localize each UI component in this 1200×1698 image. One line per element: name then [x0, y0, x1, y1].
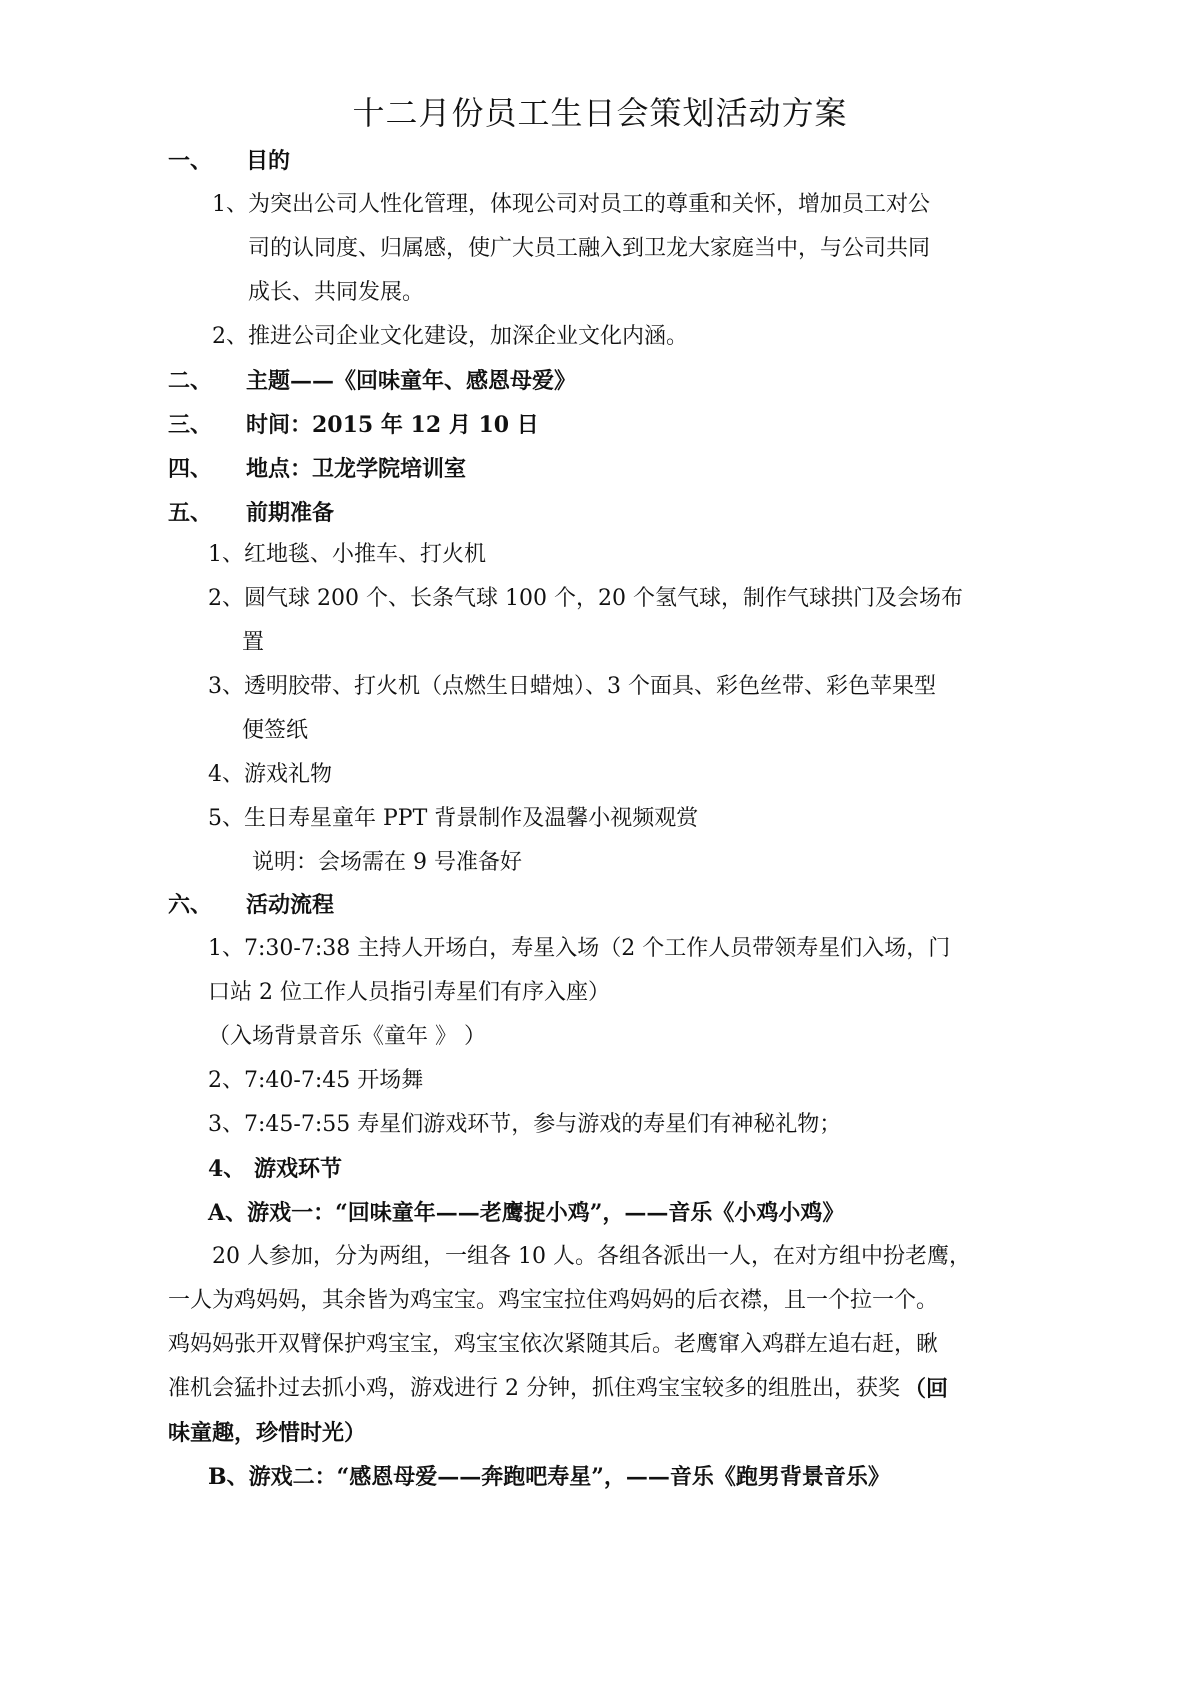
flow-item-1-line-1: 1、7:30-7:38 主持人开场白，寿星入场（2 个工作人员带领寿星们入场，门 — [208, 936, 951, 961]
section-4-heading: 地点：卫龙学院培训室 — [246, 456, 467, 482]
game-a-desc-line-3: 鸡妈妈张开双臂保护鸡宝宝，鸡宝宝依次紧随其后。老鹰窜入鸡群左追右赶，瞅 — [168, 1332, 939, 1357]
section-3-number: 三、 — [168, 412, 213, 438]
section-1-heading: 目的 — [246, 148, 291, 174]
game-a-award-start: （回 — [904, 1376, 949, 1402]
prep-item-3-line-2: 便签纸 — [242, 718, 309, 743]
game-a-title: A、游戏一：“回味童年——老鹰捉小鸡”，——音乐《小鸡小鸡》 — [208, 1200, 845, 1226]
section-5-heading: 前期准备 — [246, 500, 335, 526]
prep-item-4: 4、游戏礼物 — [208, 762, 332, 787]
flow-item-1-line-2: 口站 2 位工作人员指引寿星们有序入座） — [208, 980, 610, 1005]
flow-item-4-number: 4、 — [208, 1156, 246, 1182]
game-a-award-text: 味童趣，珍惜时光） — [168, 1420, 367, 1446]
section-5-number: 五、 — [168, 500, 213, 526]
section-4-number: 四、 — [168, 456, 213, 482]
section-2-heading: 主题——《回味童年、感恩母爱》 — [246, 368, 577, 394]
document-title: 十二月份员工生日会策划活动方案 — [352, 94, 848, 132]
flow-item-1-music: （入场背景音乐《童年 》 ） — [208, 1024, 486, 1049]
section-3-heading: 时间：2015 年 12 月 10 日 — [246, 412, 539, 438]
prep-item-1: 1、红地毯、小推车、打火机 — [208, 542, 486, 567]
game-a-desc-line-4: 准机会猛扑过去抓小鸡，游戏进行 2 分钟，抓住鸡宝宝较多的组胜出，获奖 — [168, 1376, 900, 1401]
flow-item-2: 2、7:40-7:45 开场舞 — [208, 1068, 424, 1093]
prep-item-5: 5、生日寿星童年 PPT 背景制作及温馨小视频观赏 — [208, 806, 699, 831]
purpose-item-1-line-3: 成长、共同发展。 — [248, 280, 425, 305]
game-b-title: B、游戏二：“感恩母爱——奔跑吧寿星”，——音乐《跑男背景音乐》 — [208, 1464, 890, 1490]
section-1-number: 一、 — [168, 148, 213, 174]
prep-item-2-line-2: 置 — [242, 630, 265, 655]
flow-item-3: 3、7:45-7:55 寿星们游戏环节，参与游戏的寿星们有神秘礼物； — [208, 1112, 842, 1137]
section-6-heading: 活动流程 — [246, 892, 335, 918]
purpose-item-1-line-1: 1、为突出公司人性化管理，体现公司对员工的尊重和关怀，增加员工对公 — [212, 192, 930, 217]
game-a-desc-line-1: 20 人参加，分为两组，一组各 10 人。各组各派出一人，在对方组中扮老鹰， — [212, 1244, 971, 1269]
game-a-desc-line-2: 一人为鸡妈妈，其余皆为鸡宝宝。鸡宝宝拉住鸡妈妈的后衣襟，且一个拉一个。 — [168, 1288, 939, 1313]
section-2-number: 二、 — [168, 368, 213, 394]
flow-item-4-heading: 游戏环节 — [254, 1156, 343, 1182]
purpose-item-1-line-2: 司的认同度、归属感，使广大员工融入到卫龙大家庭当中，与公司共同 — [248, 236, 931, 261]
prep-note: 说明：会场需在 9 号准备好 — [252, 850, 522, 875]
prep-item-3-line-1: 3、透明胶带、打火机（点燃生日蜡烛）、3 个面具、彩色丝带、彩色苹果型 — [208, 674, 936, 699]
purpose-item-2: 2、推进公司企业文化建设，加深企业文化内涵。 — [212, 324, 688, 349]
prep-item-2-line-1: 2、圆气球 200 个、长条气球 100 个，20 个氢气球，制作气球拱门及会场布 — [208, 586, 963, 611]
section-6-number: 六、 — [168, 892, 213, 918]
